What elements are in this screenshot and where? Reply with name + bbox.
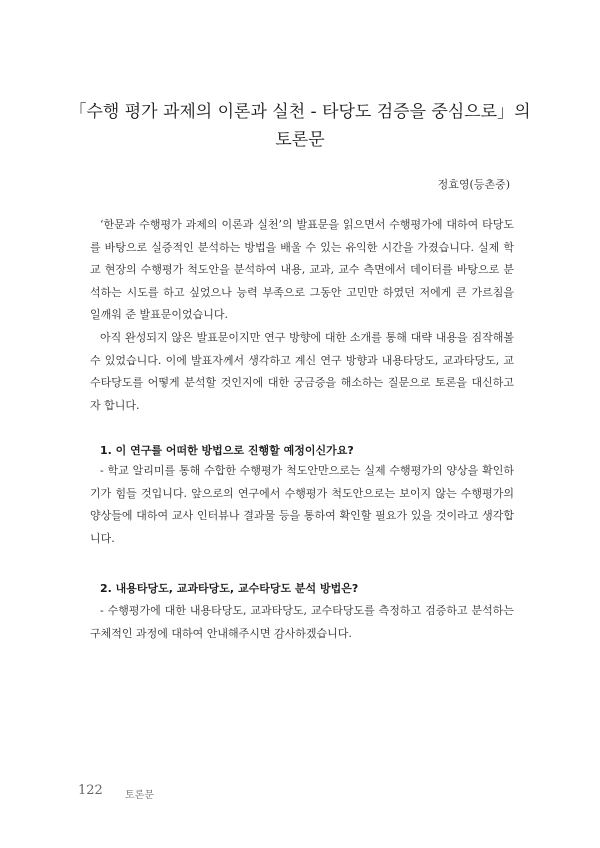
question-2-answer: - 수행평가에 대한 내용타당도, 교과타당도, 교수타당도를 측정하고 검증하고 분석하는 구체적인 과정에 대하여 안내해주시면 감사하겠습니다. xyxy=(90,604,514,640)
footer-section-label: 토론문 xyxy=(125,790,154,801)
intro-paragraph-2: 아직 완성되지 않은 발표문이지만 연구 방향에 대한 소개를 통해 대략 내용을 짐작해볼 수 있었습니다. 이에 발표자께서 생각하고 계신 연구 방향과 내용타당도, 교과타당도, 교수타당도를 어떻게 분석할 것인지에 대한 궁금증을 해소하는 질문으로 토론을 대신하고자 합니다. xyxy=(90,331,514,412)
question-1-heading: 1. 이 연구를 어떠한 방법으로 진행할 예정이신가요? xyxy=(100,444,354,457)
question-1-answer: - 학교 알리미를 통해 수합한 수행평가 척도안만으로는 실제 수행평가의 양상을 확인하기가 힘들 것입니다. 앞으로의 연구에서 수행평가 척도안으로는 보이지 않는 수행평가의 양상들에 대하여 교사 인터뷰나 결과물 등을 통하여 확인할 필요가 있을 것이라고 생각합니다. xyxy=(90,464,514,545)
title-line-1: 「수행 평가 과제의 이론과 실천 - 타당도 검증을 중심으로」의 xyxy=(69,102,531,122)
title-line-2: 토론문 xyxy=(275,130,325,150)
intro-paragraph-1: ‘한문과 수행평가 과제의 이론과 실천’의 발표문을 읽으면서 수행평가에 대하여 타당도를 바탕으로 실증적인 분석하는 방법을 배울 수 있는 유익한 시간을 가졌습니다. 실제 학교 현장의 수행평가 척도안을 분석하여 내용, 교과, 교수 측면에서 데이터를 바탕으로 분석하는 시도를 하고 싶었으나 능력 부족으로 그동안 고민만 하였던 저에게 큰 가르침을 일깨워 준 발표문이었습니다. xyxy=(90,218,514,322)
question-2-heading: 2. 내용타당도, 교과타당도, 교수타당도 분석 방법은? xyxy=(100,582,359,595)
author-name: 정효영(등촌중) xyxy=(437,178,510,191)
page-number: 122 xyxy=(78,783,103,798)
document-title xyxy=(60,98,540,154)
